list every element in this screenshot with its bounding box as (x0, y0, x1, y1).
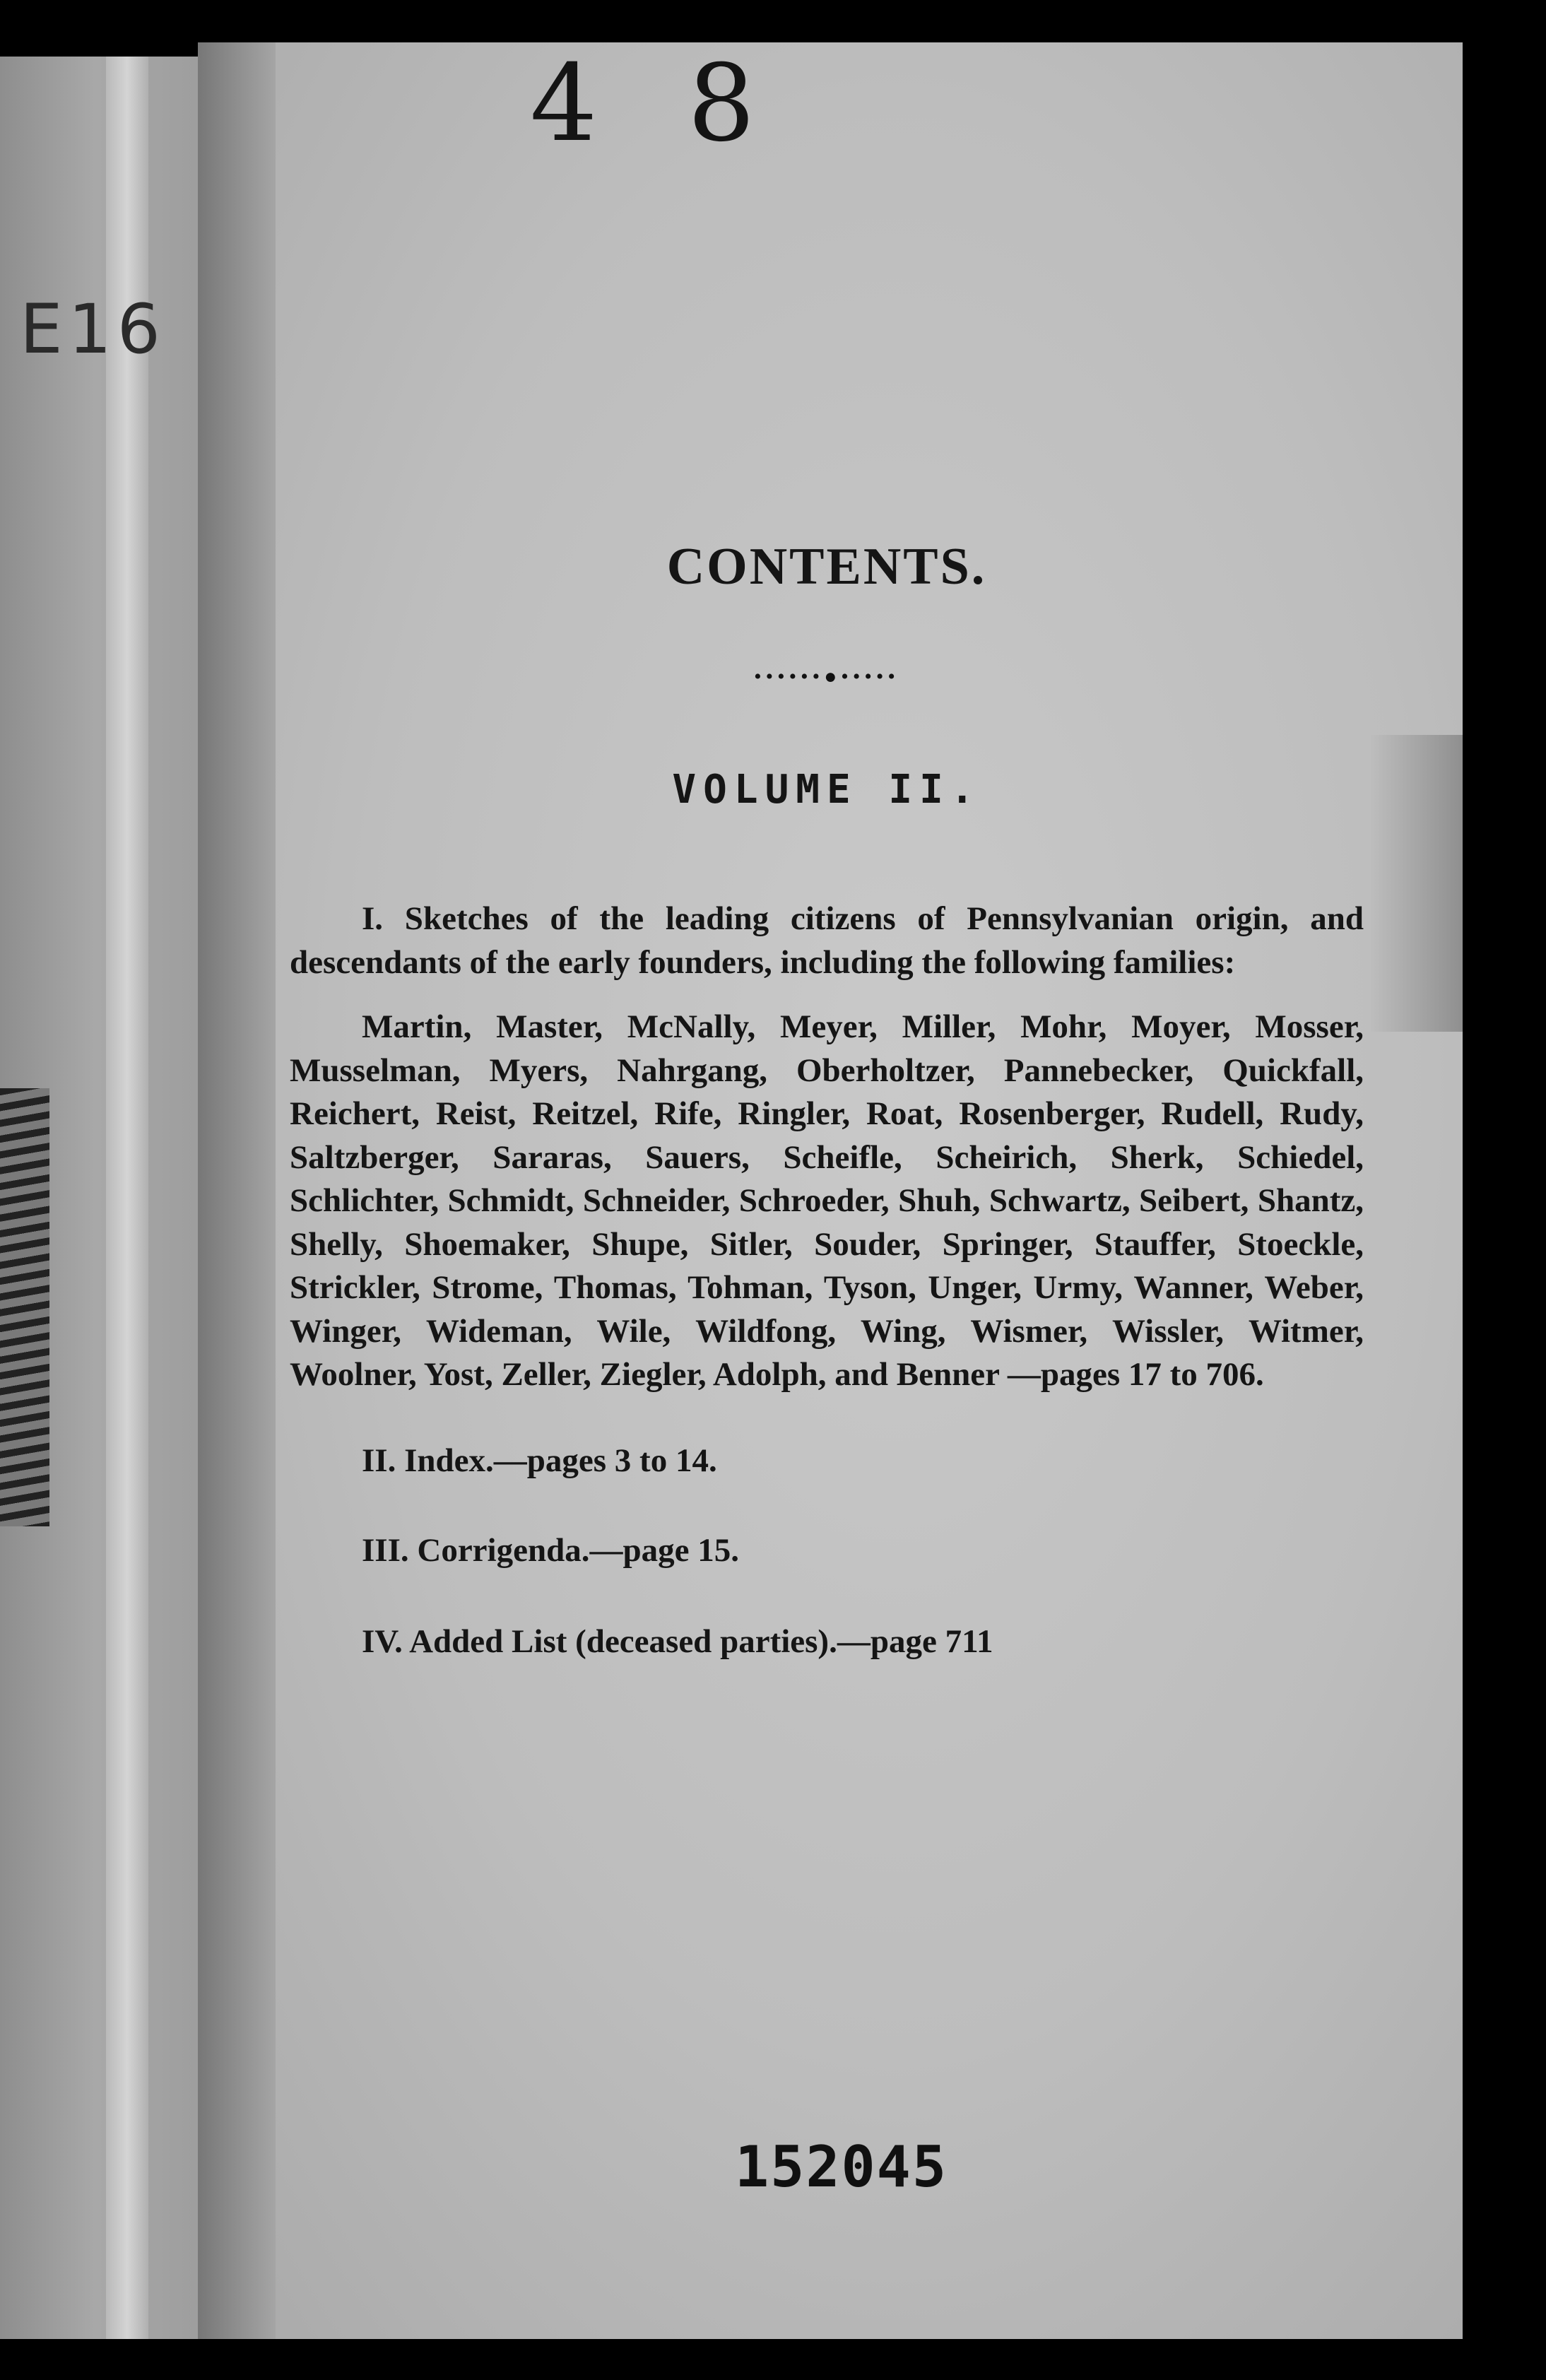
contents-page (198, 42, 1463, 2339)
section-1-intro: I. Sketches of the leading citizens of Pennsylvanian origin, and descendants of the early founders, including the following families: (290, 900, 1364, 981)
scan-border (1463, 0, 1546, 2380)
gutter-shadow (198, 42, 276, 2339)
ornament-divider: ••••••●••••• (754, 665, 899, 688)
section-3-corrigenda: III. Corrigenda.—page 15. (362, 1531, 739, 1569)
section-2-index: II. Index.—pages 3 to 14. (362, 1442, 717, 1479)
page-title: CONTENTS. (666, 538, 987, 596)
accession-stamp: 152045 (735, 2134, 948, 2200)
handwritten-shelf-mark: 4 8 (530, 42, 784, 165)
facing-page-engraving (0, 1088, 49, 1526)
volume-heading: VOLUME II. (672, 767, 981, 813)
paper-stain (1371, 735, 1463, 1032)
section-1-families: Martin, Master, McNally, Meyer, Miller, Mohr, Moyer, Mosser, Musselman, Myers, Nahrgang, Oberholtzer, Pannebecker, Quickfall, Reichert, Reist, Reitzel, Rife, Ringler, Roat, Rosenberger, Rudell, Rudy, Saltzberger, Sararas, Sauers, Scheifle, Scheirich, Sherk, Schiedel, Schlichter, Schmidt, Schneider, Schroeder, Shuh, Schwartz, Seibert, Shantz, Shelly, Shoemaker, Shupe, Sitler, Souder, Springer, Stauffer, Stoeckle, Strickler, Strome, Thomas, Tohman, Tyson, Unger, Urmy, Wanner, Weber, Winger, Wideman, Wile, Wildfong, Wing, Wismer, Wissler, Witmer, Woolner, Yost, Zeller, Ziegler, Adolph, and Benner —pages 17 to 706. (290, 1008, 1364, 1393)
section-4-added-list: IV. Added List (deceased parties).—page 711 (362, 1622, 993, 1660)
page-fold (106, 57, 148, 2339)
margin-note: E16 (20, 290, 166, 369)
contents-body (290, 537, 1364, 1663)
